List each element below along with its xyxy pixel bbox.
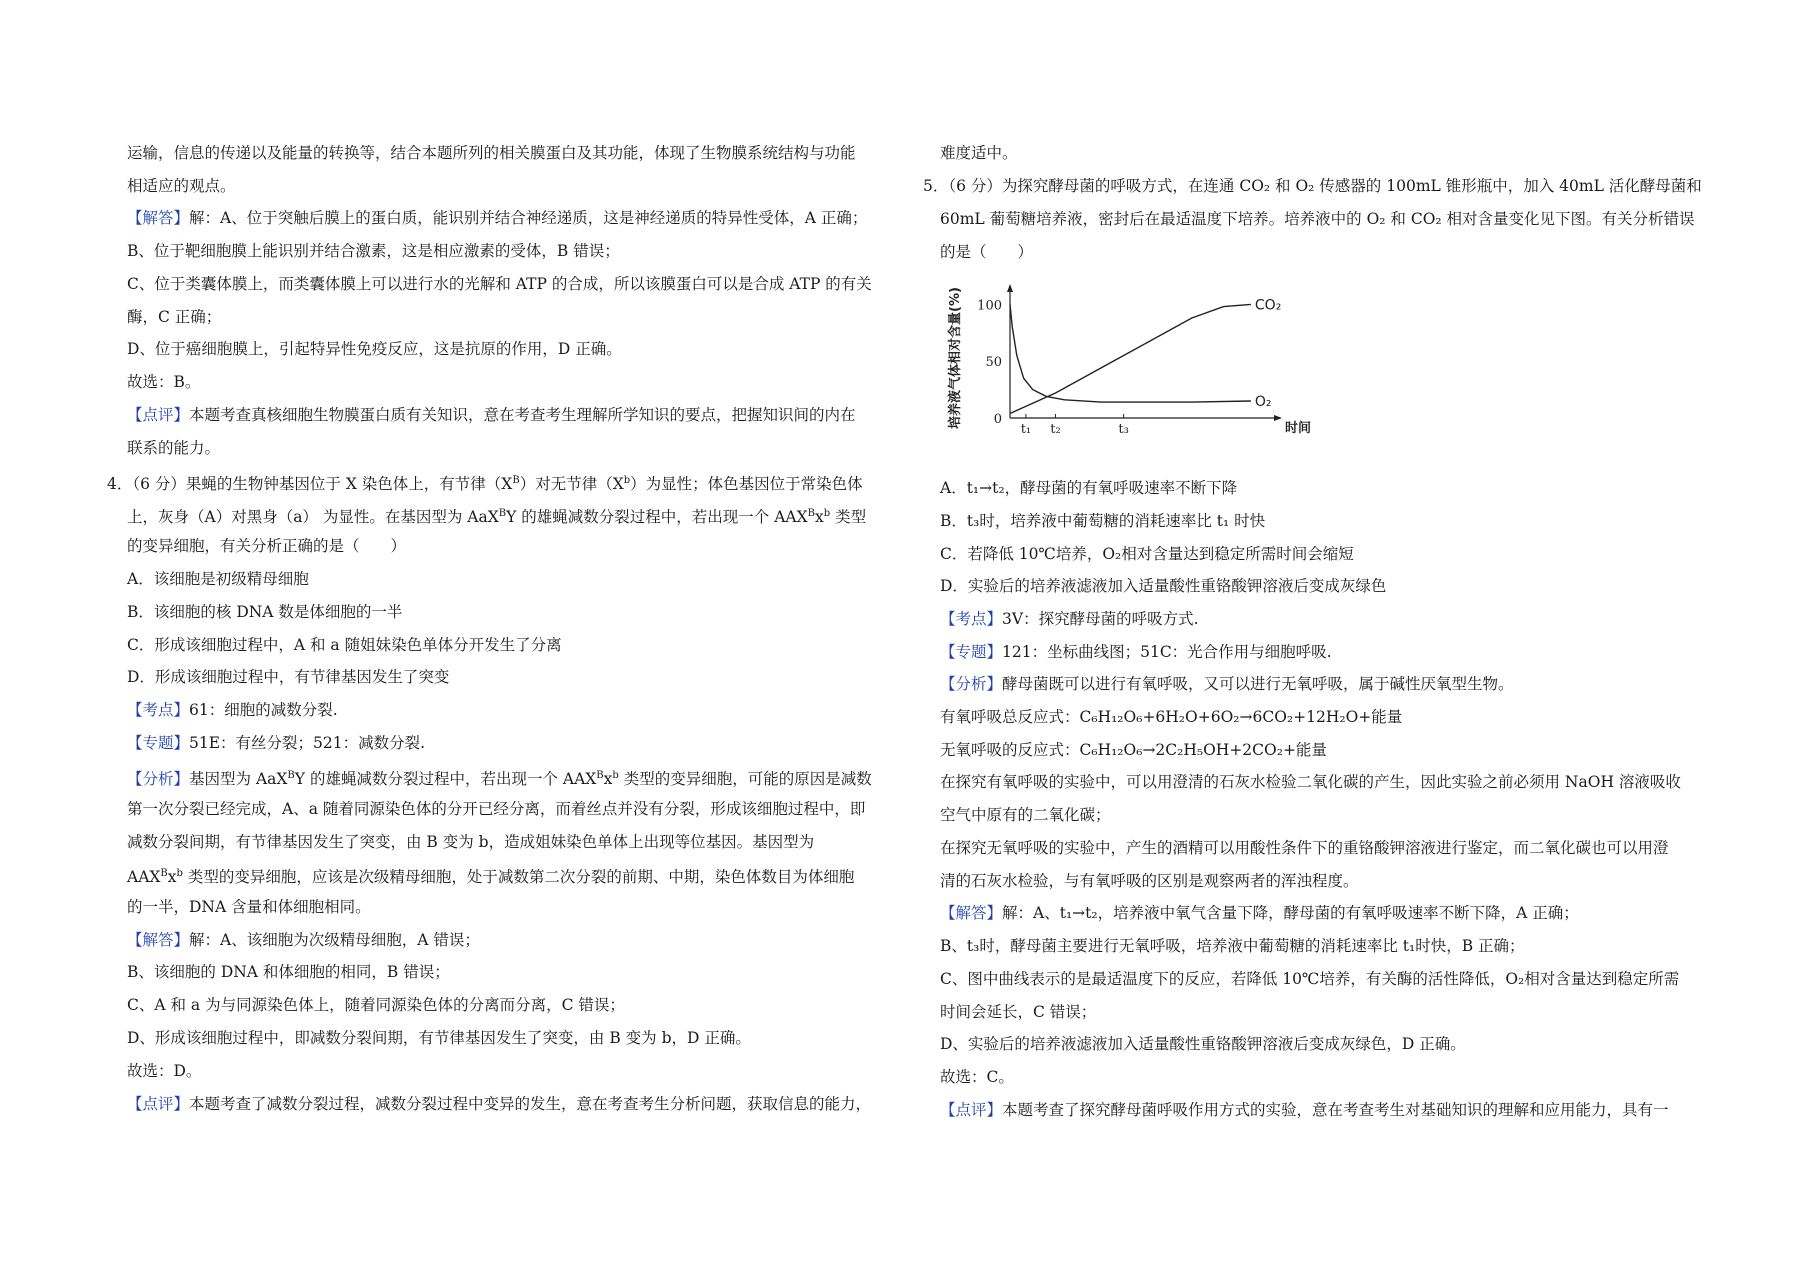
line-text: B．t₃时，培养液中葡萄糖的消耗速率比 t₁ 时快 [940, 512, 1266, 530]
line-text: C、位于类囊体膜上，而类囊体膜上可以进行水的光解和 ATP 的合成，所以该膜蛋白可以是合成 ATP 的有关 [127, 275, 872, 293]
line-text: 酶，C 正确； [127, 308, 222, 326]
line-text: 减数分裂间期，有节律基因发生了突变，由 B 变为 b，造成姐妹染色单体上出现等位基因。基因型为 [127, 833, 815, 851]
line-text: 解：A、位于突触后膜上的蛋白质，能识别并结合神经递质，这是神经递质的特异性受体，A 正确； [189, 209, 868, 227]
right-bottom-line-15 [940, 968, 1679, 990]
left-line-2 [127, 207, 867, 229]
line-text: 5．（6 分）为探究酵母菌的呼吸方式，在连通 CO₂ 和 O₂ 传感器的 100mL 锥形瓶中，加入 40mL 活化酵母菌和 [923, 177, 1702, 195]
left-line-25 [127, 961, 450, 983]
right-bottom-line-9 [940, 771, 1681, 793]
left-line-16 [127, 666, 449, 688]
line-text: D．形成该细胞过程中，有节律基因发生了突变 [127, 668, 450, 686]
left-line-9 [127, 437, 220, 459]
line-text: D、实验后的培养液滤液加入适量酸性重铬酸钾溶液后变成灰绿色，D 正确。 [940, 1035, 1466, 1053]
section-tag: 【解答】 [127, 209, 190, 227]
section-tag: 【专题】 [940, 643, 1003, 661]
y-axis-label: 培养液气体相对含量(%) [948, 287, 963, 429]
right-bottom-line-4 [940, 608, 1199, 630]
line-text: $AAX^Bx^b$ 类型的变异细胞，应该是次级精母细胞，处于减数第二次分裂的前期、中期，染色体数目为体细胞 [127, 868, 855, 887]
right-bottom-line-14 [940, 935, 1525, 957]
left-line-22 [127, 863, 854, 888]
line-text: 空气中原有的二氧化碳； [940, 806, 1111, 824]
section-tag: 【专题】 [127, 734, 190, 752]
left-line-15 [127, 634, 562, 656]
left-line-27 [127, 1027, 751, 1049]
line-text: C．形成该细胞过程中，A 和 a 随姐妹染色单体分开发生了分离 [127, 636, 562, 654]
line-text: 的变异细胞，有关分析正确的是（ ） [127, 537, 407, 555]
line-text: 清的石灰水检验，与有氧呼吸的区别是观察两者的浑浊程度。 [940, 872, 1359, 890]
right-bottom-line-5 [940, 641, 1332, 663]
right-bottom-line-10 [940, 804, 1111, 826]
line-text: 本题考查真核细胞生物膜蛋白质有关知识，意在考查考生理解所学知识的要点，把握知识间的内在 [189, 406, 856, 424]
x-tick-label: t₁ [1020, 422, 1032, 437]
right-bottom-line-8 [940, 739, 1327, 761]
line-text: 4．（6 分）果蝇的生物钟基因位于 X 染色体上，有节律$(X^B)$对无节律$(X^b)$为显性；体色基因位于常染色体 [107, 475, 863, 494]
line-text: 有氧呼吸总反应式：C₆H₁₂O₆+6H₂O+6O₂→6CO₂+12H₂O+能量 [940, 708, 1403, 726]
left-line-8 [127, 404, 856, 426]
left-line-20 [127, 798, 865, 820]
section-tag: 【考点】 [940, 610, 1003, 628]
left-line-29 [127, 1093, 871, 1115]
line-text: 解：A、该细胞为次级精母细胞，A 错误； [189, 931, 480, 949]
line-text: C．若降低 10℃培养，O₂相对含量达到稳定所需时间会缩短 [940, 545, 1354, 563]
line-text: 解：A、t₁→t₂，培养液中氧气含量下降，酵母菌的有氧呼吸速率不断下降，A 正确； [1002, 904, 1579, 922]
line-text: D、位于癌细胞膜上，引起特异性免疫反应，这是抗原的作用，D 正确。 [127, 340, 622, 358]
left-line-19 [127, 765, 872, 790]
line-text: 在探究无氧呼吸的实验中，产生的酒精可以用酸性条件下的重铬酸钾溶液进行鉴定，而二氧化碳也可以用澄 [940, 839, 1669, 857]
section-tag: 【分析】 [127, 770, 190, 789]
line-text: 61：细胞的减数分裂. [189, 701, 338, 719]
left-line-5 [127, 306, 221, 328]
line-text: 本题考查了减数分裂过程，减数分裂过程中变异的发生，意在考查考生分析问题，获取信息的能力， [189, 1095, 872, 1113]
right-bottom-line-0 [940, 477, 1237, 499]
right-top-line-2 [940, 208, 1695, 230]
section-tag: 【分析】 [940, 675, 1003, 693]
section-tag: 【解答】 [940, 904, 1003, 922]
right-bottom-line-16 [940, 1001, 1096, 1023]
left-line-26 [127, 994, 625, 1016]
line-text: B、位于靶细胞膜上能识别并结合激素，这是相应激素的受体，B 错误； [127, 242, 620, 260]
line-text: 在探究有氧呼吸的实验中，可以用澄清的石灰水检验二氧化碳的产生，因此实验之前必须用 NaOH 溶液吸收 [940, 773, 1681, 791]
left-line-7 [127, 371, 200, 393]
y-tick-label: 0 [993, 412, 1002, 427]
line-text: C、A 和 a 为与同源染色体上，随着同源染色体的分离而分离，C 错误； [127, 996, 625, 1014]
line-text: B．该细胞的核 DNA 数是体细胞的一半 [127, 603, 403, 621]
section-tag: 【点评】 [940, 1101, 1003, 1119]
line-text: 相适应的观点。 [127, 177, 236, 195]
line-text: 的一半，DNA 含量和体细胞相同。 [127, 898, 371, 916]
line-text: 51E：有丝分裂；521：减数分裂. [189, 734, 426, 752]
left-line-13 [127, 568, 309, 590]
left-line-1 [127, 175, 236, 197]
section-tag: 【点评】 [127, 406, 190, 424]
right-bottom-line-6 [940, 673, 1514, 695]
left-line-18 [127, 732, 425, 754]
y-axis-arrow [1007, 284, 1013, 292]
left-line-3 [127, 240, 620, 262]
line-text: 故选：C。 [940, 1068, 1014, 1086]
line-text: 难度适中。 [940, 144, 1018, 162]
left-line-12 [127, 535, 406, 557]
respiration-line-chart [945, 278, 1312, 453]
series-label: CO₂ [1254, 297, 1282, 314]
line-text: D．实验后的培养液滤液加入适量酸性重铬酸钾溶液后变成灰绿色 [940, 577, 1387, 595]
y-tick-label: 100 [977, 298, 1002, 314]
line-text: D、形成该细胞过程中，即减数分裂间期，有节律基因发生了突变，由 B 变为 b，D 正确。 [127, 1029, 751, 1047]
left-line-4 [127, 273, 872, 295]
left-line-21 [127, 831, 814, 853]
series-line-o2 [1010, 304, 1251, 402]
left-line-10 [107, 470, 863, 495]
left-line-17 [127, 699, 338, 721]
right-bottom-line-12 [940, 870, 1359, 892]
line-text: 故选：B。 [127, 373, 201, 391]
line-text: 的是（ ） [940, 243, 1034, 261]
line-text: 酵母菌既可以进行有氧呼吸，又可以进行无氧呼吸，属于碱性厌氧型生物。 [1002, 675, 1514, 693]
x-tick-label: t₃ [1118, 422, 1129, 437]
right-bottom-line-7 [940, 706, 1402, 728]
line-text: 上，灰身（A）对黑身（a） 为显性。在基因型为 AaX$^B$Y 的雄蝇减数分裂过程中，若出现一个 $AAX^Bx^b$ 类型 [127, 508, 867, 527]
line-text: 无氧呼吸的反应式：C₆H₁₂O₆→2C₂H₅OH+2CO₂+能量 [940, 741, 1327, 759]
right-bottom-line-18 [940, 1066, 1014, 1088]
right-bottom-line-11 [940, 837, 1669, 859]
line-text: 121：坐标曲线图；51C：光合作用与细胞呼吸. [1002, 643, 1332, 661]
line-text: 基因型为 AaX$^B$Y 的雄蝇减数分裂过程中，若出现一个 $AAX^Bx^b$ 类型的变异细胞，可能的原因是减数 [189, 770, 872, 789]
line-text: A．t₁→t₂，酵母菌的有氧呼吸速率不断下降 [940, 479, 1238, 497]
left-line-28 [127, 1060, 201, 1082]
right-bottom-line-13 [940, 902, 1579, 924]
y-tick-label: 50 [985, 355, 1002, 371]
line-text: C、图中曲线表示的是最适温度下的反应，若降低 10℃培养，有关酶的活性降低，O₂相对含量达到稳定所需 [940, 970, 1680, 988]
line-text: 第一次分裂已经完成，A、a 随着同源染色体的分开已经分离，而着丝点并没有分裂，形成该细胞过程中，即 [127, 800, 866, 818]
left-line-11 [127, 503, 866, 528]
x-axis-label: 时间 [1284, 421, 1312, 436]
x-tick-label: t₂ [1050, 422, 1061, 437]
line-text: 60mL 葡萄糖培养液，密封后在最适温度下培养。培养液中的 O₂ 和 CO₂ 相对含量变化见下图。有关分析错误 [940, 210, 1695, 228]
line-text: B、该细胞的 DNA 和体细胞的相同，B 错误； [127, 963, 450, 981]
right-bottom-line-17 [940, 1033, 1466, 1055]
line-text: 运输，信息的传递以及能量的转换等，结合本题所列的相关膜蛋白及其功能，体现了生物膜系统结构与功能 [127, 144, 856, 162]
series-line-co2 [1010, 304, 1251, 413]
right-bottom-line-2 [940, 543, 1354, 565]
line-text: A．该细胞是初级精母细胞 [127, 570, 309, 588]
section-tag: 【点评】 [127, 1095, 190, 1113]
right-bottom-line-19 [940, 1099, 1669, 1121]
left-line-14 [127, 601, 402, 623]
right-bottom-line-1 [940, 510, 1265, 532]
section-tag: 【解答】 [127, 931, 190, 949]
line-text: 时间会延长，C 错误； [940, 1003, 1097, 1021]
line-text: 3V：探究酵母菌的呼吸方式. [1002, 610, 1199, 628]
left-line-0 [127, 142, 856, 164]
right-top-line-1 [923, 175, 1702, 197]
series-label: O₂ [1254, 393, 1272, 410]
right-top-line-3 [940, 241, 1033, 263]
right-bottom-line-3 [940, 575, 1386, 597]
x-axis-arrow [1274, 415, 1282, 421]
left-line-23 [127, 896, 371, 918]
left-line-6 [127, 338, 622, 360]
left-line-24 [127, 929, 480, 951]
line-text: B、t₃时，酵母菌主要进行无氧呼吸，培养液中葡萄糖的消耗速率比 t₁时快，B 正确； [940, 937, 1525, 955]
line-text: 故选：D。 [127, 1062, 202, 1080]
section-tag: 【考点】 [127, 701, 190, 719]
line-text: 本题考查了探究酵母菌呼吸作用方式的实验，意在考查考生对基础知识的理解和应用能力，具有一 [1002, 1101, 1669, 1119]
right-top-line-0 [940, 142, 1018, 164]
line-text: 联系的能力。 [127, 439, 221, 457]
